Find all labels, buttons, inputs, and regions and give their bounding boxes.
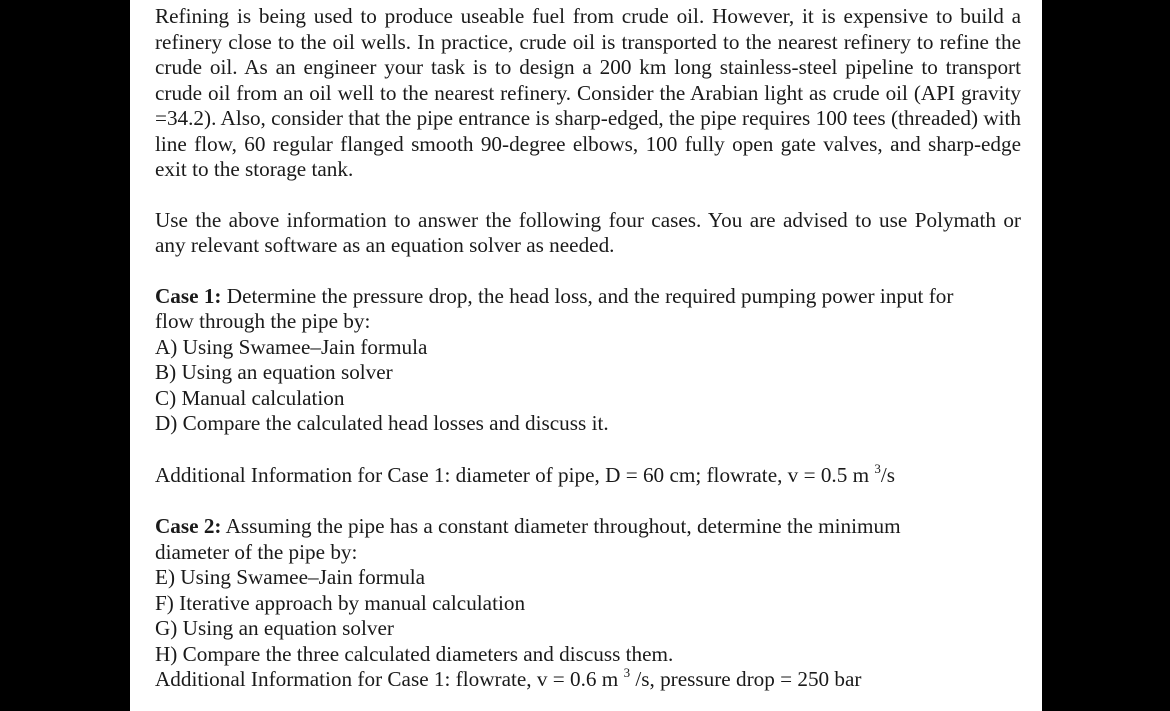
document-content [155, 4, 1021, 693]
document-page [130, 0, 1042, 711]
case-1-list [155, 335, 1021, 437]
list-item: H) Compare the three calculated diameters and discuss them. [155, 641, 674, 666]
list-item: A) Using Swamee–Jain formula [155, 334, 428, 359]
case-2-prompt [155, 514, 1021, 540]
list-item: C) Manual calculation [155, 385, 345, 410]
case-1-exponent: 3 [874, 460, 881, 476]
case-1-additional-text: Additional Information for Case 1: diameter of pipe, D = 60 cm; flowrate, v = 0.5 m [155, 462, 875, 487]
case-1-prompt-line-1: Determine the pressure drop, the head loss, and the required pumping power input for [221, 283, 954, 308]
intro-paragraph: Refining is being used to produce useable fuel from crude oil. However, it is expensive to build a refinery close to the oil wells. In practice, crude oil is transported to the nearest refinery to refine the crude oil. As an engineer your task is to design a 200 km long stainless-steel pipeline to transport crude oil from an oil well to the nearest refinery. Consider the Arabian light as crude oil (API gravity =34.2). Also, consider that the pipe entrance is sharp-edged, the pipe requires 100 tees (threaded) with line flow, 60 regular flanged smooth 90-degree elbows, 100 fully open gate valves, and sharp-edge exit to the storage tank. [155, 4, 1021, 181]
case-1-additional-info [155, 460, 1021, 489]
case-1-prompt [155, 284, 1021, 310]
case-2-additional-info [155, 667, 1021, 693]
case-2-prompt-line-2: diameter of the pipe by: [155, 539, 358, 564]
list-item: B) Using an equation solver [155, 360, 393, 384]
instructions-paragraph: Use the above information to answer the following four cases. You are advised to use Polymath or any relevant software as an equation solver as needed. [155, 207, 1021, 257]
list-item: E) Using Swamee–Jain formula [155, 565, 426, 589]
case-2-title: Case 2: [155, 514, 222, 538]
case-2-section [155, 514, 1021, 693]
case-2-list [155, 565, 1021, 667]
case-1-title: Case 1: [155, 283, 222, 308]
case-1-prompt-line-2: flow through the pipe by: [155, 309, 371, 333]
case-1-section [155, 284, 1021, 437]
list-item: F) Iterative approach by manual calculation [155, 590, 526, 615]
case-2-prompt-line-1: Assuming the pipe has a constant diameter throughout, determine the minimum [221, 514, 901, 538]
case-2-additional-text: Additional Information for Case 1: flowrate, v = 0.6 m [155, 667, 624, 691]
case-2-exponent: 3 [623, 665, 631, 680]
case-1-additional-unit: /s [880, 462, 896, 487]
list-item: D) Compare the calculated head losses and discuss it. [155, 411, 609, 435]
list-item: G) Using an equation solver [155, 616, 394, 640]
case-2-additional-unit: /s, pressure drop = 250 bar [630, 667, 862, 691]
